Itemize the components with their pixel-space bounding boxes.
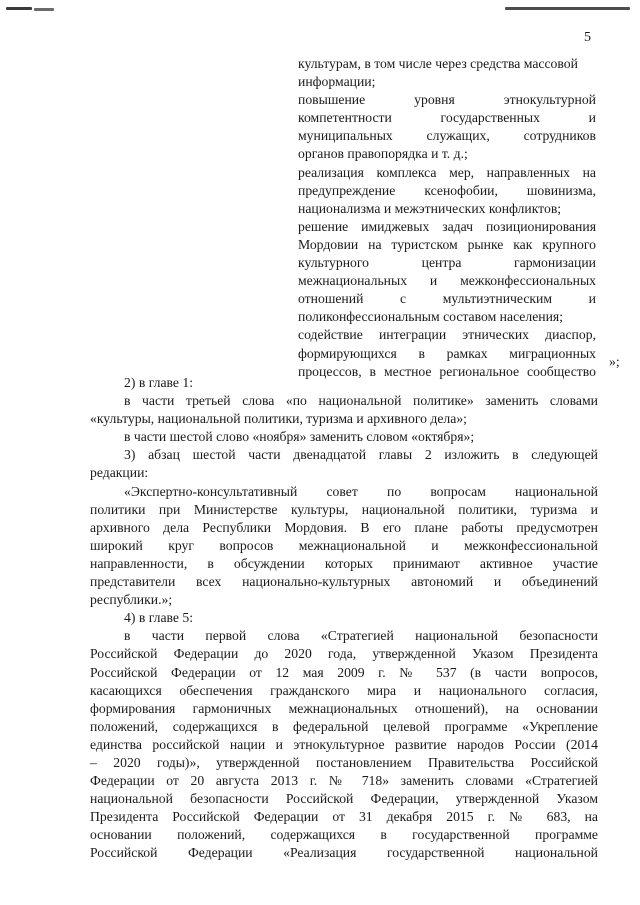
text-line: поликонфессиональным составом населения; [298, 309, 564, 325]
text-line: направленности, в обсуждении которых принимают активное участие [90, 555, 598, 571]
text-line: Федерации от 20 августа 2013 г. № 718» заменить словами «Стратегией [90, 773, 598, 789]
text-line: единства российской нации и этнокультурное развитие народов России (2014 [90, 736, 598, 752]
text-line: «культуры, национальной политики, туризма и архивного дела»; [90, 411, 467, 427]
text-line: Российской Федерации «Реализация государственной национальной [90, 845, 598, 861]
text-line: 2) в главе 1: [124, 375, 194, 390]
scan-artifact [505, 7, 630, 10]
text-line: национальной безопасности Российской Федерации, утвержденной Указом [90, 791, 598, 807]
text-line: Российской Федерации от 12 мая 2009 г. № 537 (в части вопросов, [90, 664, 598, 680]
text-line: основании положений, содержащихся в государственной программе [90, 827, 598, 843]
text-line: «Экспертно-консультативный совет по вопросам национальной [124, 483, 598, 499]
text-line: Президента Российской Федерации от 31 декабря 2015 г. № 683, на [90, 809, 598, 825]
text-line: в части третьей слова «по национальной политике» заменить словами [124, 393, 598, 409]
text-line: 4) в главе 5: [124, 610, 194, 626]
page-number: 5 [584, 30, 591, 45]
text-line: предупреждение ксенофобии, шовинизма, [298, 182, 596, 198]
closing-quote-mark: »; [609, 354, 620, 369]
text-line: касающихся обеспечения гражданского мира и национального согласия, [90, 682, 598, 698]
quoted-amendment-block [298, 55, 596, 381]
text-line: архивного дела Республики Мордовия. В его плане работы предусмотрен [90, 519, 598, 535]
text-line: содействие интеграции этнических диаспор, [298, 327, 596, 343]
text-line: информации; [298, 74, 376, 90]
text-line: в части шестой слово «ноября» заменить словом «октября»; [124, 429, 475, 445]
text-line: республики.»; [90, 592, 173, 608]
text-line: процессов, в местное региональное сообщество [298, 363, 596, 379]
text-line: культурам, в том числе через средства массовой [298, 56, 578, 71]
text-line: национализма и межэтнических конфликтов; [298, 200, 562, 216]
text-line: широкий круг вопросов межнациональной и межконфессиональной [90, 537, 598, 553]
text-line: формирующихся в рамках миграционных [298, 345, 596, 361]
text-line: формирования гармоничных межнациональных отношений), на основании [90, 700, 598, 716]
text-line: Российской Федерации до 2020 года, утвержденной Указом Президента [90, 646, 598, 662]
text-line: муниципальных служащих, сотрудников [298, 128, 596, 144]
text-line: повышение уровня этнокультурной [298, 92, 596, 108]
text-line: решение имиджевых задач позиционирования [298, 218, 596, 234]
text-line: в части первой слова «Стратегией национальной безопасности [124, 628, 598, 644]
text-line: реализация комплекса мер, направленных на [298, 164, 596, 180]
text-line: Мордовии на туристском рынке как крупного [298, 236, 596, 252]
text-line: компетентности государственных и [298, 110, 596, 126]
text-line: представители всех национально-культурных автономий и объединений [90, 574, 598, 590]
text-line: политики при Министерстве культуры, национальной политики, туризма и [90, 501, 598, 517]
main-body-text [90, 374, 598, 863]
scan-artifact [6, 7, 32, 10]
scan-artifact [34, 8, 54, 11]
text-line: 3) абзац шестой части двенадцатой главы 2 изложить в следующей [124, 447, 598, 463]
text-line: – 2020 годы)», утвержденной постановлением Правительства Российской [90, 754, 598, 770]
text-line: редакции: [90, 465, 149, 481]
text-line: отношений с мультиэтническим и [298, 291, 596, 307]
text-line: межнациональных и межконфессиональных [298, 273, 596, 289]
text-line: культурного центра гармонизации [298, 255, 596, 271]
text-line: органов правопорядка и т. д.; [298, 146, 468, 162]
text-line: положений, содержащихся в федеральной целевой программе «Укрепление [90, 718, 598, 734]
